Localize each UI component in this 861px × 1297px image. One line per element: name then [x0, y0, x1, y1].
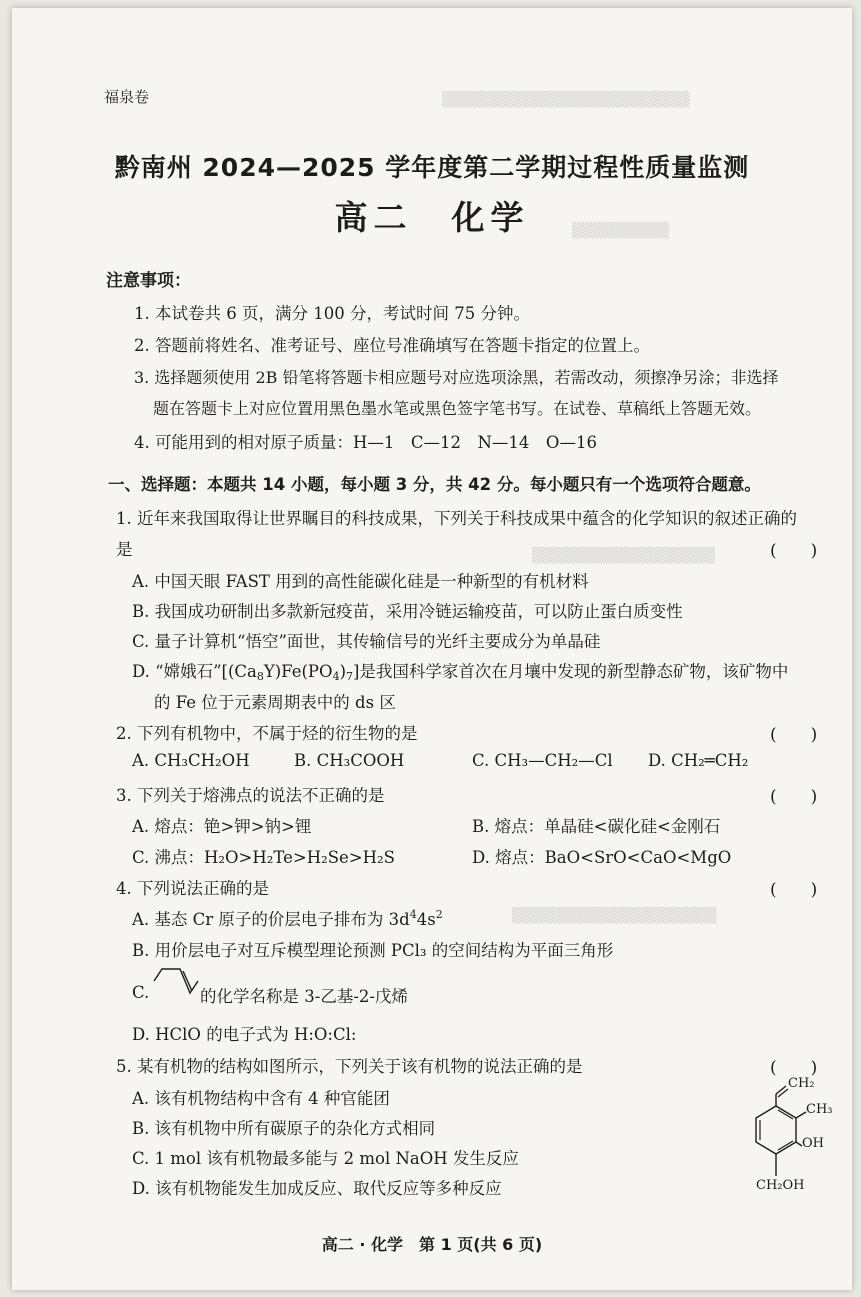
exam-page — [12, 8, 852, 1290]
mol-label-ch3: CH₃ — [806, 1102, 833, 1117]
bleed-through: ▒▒▒▒▒▒▒▒▒ — [572, 223, 669, 239]
q3-stem: 3. 下列关于熔沸点的说法不正确的是 — [116, 786, 385, 805]
q2-option-a: A. CH₃CH₂OH — [132, 751, 250, 770]
q5-option-c: C. 1 mol 该有机物最多能与 2 mol NaOH 发生反应 — [132, 1149, 519, 1168]
q1-stem: 1. 近年来我国取得让世界瞩目的科技成果，下列关于科技成果中蕴含的化学知识的叙述正确的 — [116, 509, 797, 528]
notice-item: 3. 选择题须使用 2B 铅笔将答题卡相应题号对应选项涂黑，若需改动，须擦净另涂；非选择 — [134, 368, 779, 387]
mol-label-oh: OH — [802, 1136, 824, 1151]
q4-option-a: A. 基态 Cr 原子的价层电子排布为 $3d^44s^2$ — [132, 908, 443, 929]
bleed-through: ▒▒▒▒▒▒▒▒▒▒▒▒▒▒▒▒▒ — [532, 548, 716, 564]
skeletal-formula-pentene — [152, 963, 200, 999]
q3-option-a: A. 熔点：铯>钾>钠>锂 — [132, 817, 312, 836]
q5-answer-blank: ( ) — [770, 1058, 818, 1078]
q2-option-c: C. CH₃—CH₂—Cl — [472, 751, 613, 770]
q2-option-d: D. CH₂═CH₂ — [648, 751, 749, 770]
q4-option-b: B. 用价层电子对互斥模型理论预测 PCl₃ 的空间结构为平面三角形 — [132, 941, 614, 960]
subject-title: 高二 化学 — [334, 198, 530, 237]
q3-answer-blank: ( ) — [770, 787, 818, 807]
q1-option-d-cont: 的 Fe 位于元素周期表中的 ds 区 — [154, 693, 396, 712]
page-footer: 高二 · 化学 第 1 页(共 6 页) — [321, 1235, 543, 1254]
section-heading: 一、选择题：本题共 14 小题，每小题 3 分，共 42 分。每小题只有一个选项符合题意。 — [108, 475, 761, 494]
bleed-through: ▒▒▒▒▒▒▒▒▒▒▒▒▒▒▒▒▒▒▒▒▒▒▒ — [442, 92, 690, 108]
notice-item: 1. 本试卷共 6 页，满分 100 分，考试时间 75 分钟。 — [134, 304, 530, 323]
notice-heading: 注意事项： — [106, 271, 191, 291]
q3-option-c: C. 沸点：H₂O>H₂Te>H₂Se>H₂S — [132, 848, 395, 867]
q4-stem: 4. 下列说法正确的是 — [116, 879, 269, 898]
q5-option-a: A. 该有机物结构中含有 4 种官能团 — [132, 1089, 390, 1108]
notice-item: 题在答题卡上对应位置用黑色墨水笔或黑色签字笔书写。在试卷、草稿纸上答题无效。 — [153, 399, 762, 418]
notice-item: 4. 可能用到的相对原子质量：H—1 C—12 N—14 O—16 — [134, 433, 597, 452]
q4-option-d: D. HClO 的电子式为 H:O:Cl: — [132, 1025, 357, 1044]
q1-answer-blank: ( ) — [770, 541, 818, 561]
q1-option-a: A. 中国天眼 FAST 用到的高性能碳化硅是一种新型的有机材料 — [132, 572, 589, 591]
q4-option-c-text: 的化学名称是 3-乙基-2-戊烯 — [200, 987, 408, 1006]
q5-stem: 5. 某有机物的结构如图所示，下列关于该有机物的说法正确的是 — [116, 1057, 583, 1076]
exam-title: 黔南州 2024—2025 学年度第二学期过程性质量监测 — [114, 153, 750, 182]
q2-answer-blank: ( ) — [770, 725, 818, 745]
q2-stem: 2. 下列有机物中，不属于烃的衍生物的是 — [116, 724, 418, 743]
q3-option-b: B. 熔点：单晶硅<碳化硅<金刚石 — [472, 817, 721, 836]
q1-option-b: B. 我国成功研制出多款新冠疫苗，采用冷链运输疫苗，可以防止蛋白质变性 — [132, 602, 683, 621]
q3-option-d: D. 熔点：BaO<SrO<CaO<MgO — [472, 848, 732, 867]
q1-option-c: C. 量子计算机“悟空”面世，其传输信号的光纤主要成分为单晶硅 — [132, 632, 601, 651]
q5-option-d: D. 该有机物能发生加成反应、取代反应等多种反应 — [132, 1179, 502, 1198]
bleed-through: ▒▒▒▒▒▒▒▒▒▒▒▒▒▒▒▒▒▒▒ — [512, 908, 717, 924]
q4-option-c-label: C. — [132, 983, 150, 1002]
corner-label: 福泉卷 — [104, 88, 150, 106]
mol-label-ch2oh: CH₂OH — [756, 1178, 805, 1193]
q5-option-b: B. 该有机物中所有碳原子的杂化方式相同 — [132, 1119, 436, 1138]
q2-option-b: B. CH₃COOH — [294, 751, 405, 770]
q1-stem-cont: 是 — [116, 540, 133, 559]
q4-answer-blank: ( ) — [770, 880, 818, 900]
notice-item: 2. 答题前将姓名、准考证号、座位号准确填写在答题卡指定的位置上。 — [134, 336, 650, 355]
mol-label-ch2: CH₂ — [788, 1076, 815, 1091]
q1-option-d: D. “嫦娥石$”[(Ca_8Y)Fe(PO_4)_7]$是我国科学家首次在月壤中发现的新型静态矿物，该矿物中 — [132, 662, 789, 683]
